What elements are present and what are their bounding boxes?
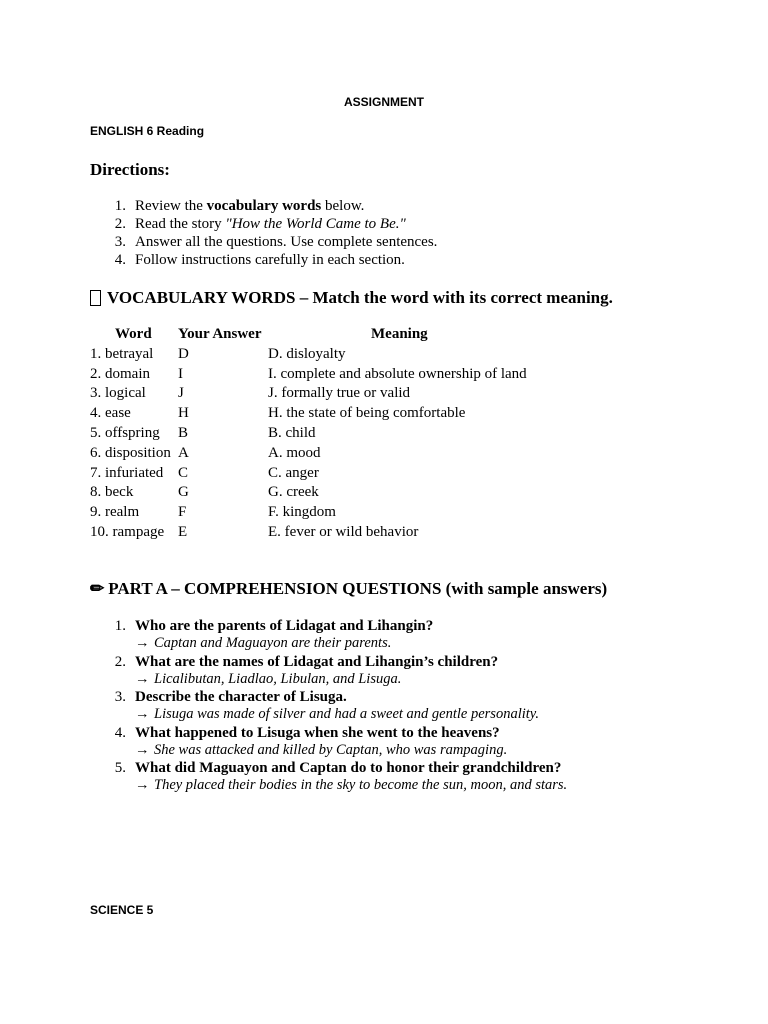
vocabulary-word: 1. betrayal bbox=[90, 345, 154, 362]
direction-number: 2. bbox=[114, 216, 126, 232]
vocabulary-row bbox=[90, 464, 568, 484]
direction-number: 3. bbox=[114, 234, 126, 250]
direction-bold-text: vocabulary words bbox=[206, 198, 322, 214]
vocabulary-answer: F bbox=[178, 504, 187, 521]
direction-item bbox=[90, 233, 437, 251]
vocabulary-answer: D bbox=[178, 345, 189, 362]
vocabulary-word: 8. beck bbox=[90, 484, 134, 501]
vocabulary-answer: G bbox=[178, 484, 189, 501]
question-text: What did Maguayon and Captan do to honor their grandchildren? bbox=[135, 760, 562, 776]
vocabulary-answer: H bbox=[178, 405, 189, 422]
column-header-meaning: Meaning bbox=[371, 326, 428, 342]
question-number: 4. bbox=[114, 724, 126, 741]
sample-answer bbox=[90, 742, 567, 760]
answer-text: They placed their bodies in the sky to become the sun, moon, and stars. bbox=[154, 777, 568, 793]
question-number: 1. bbox=[114, 618, 126, 634]
directions-list bbox=[90, 197, 437, 269]
question-item bbox=[90, 653, 567, 671]
vocabulary-row bbox=[90, 384, 568, 404]
question-item bbox=[90, 759, 567, 777]
vocabulary-answer: I bbox=[178, 365, 183, 382]
question-text: Describe the character of Lisuga. bbox=[135, 689, 347, 705]
answer-text: Lisuga was made of silver and had a sweet and gentle personality. bbox=[154, 706, 540, 722]
question-item bbox=[90, 688, 567, 706]
vocabulary-meaning: D. disloyalty bbox=[268, 345, 346, 362]
vocabulary-answer: C bbox=[178, 464, 189, 481]
question-number: 3. bbox=[114, 689, 126, 705]
arrow-icon: → bbox=[135, 635, 150, 651]
sample-answer bbox=[90, 635, 567, 653]
sample-answer bbox=[90, 777, 567, 795]
vocabulary-word: 3. logical bbox=[90, 385, 146, 402]
vocabulary-word: 6. disposition bbox=[90, 444, 171, 461]
direction-text: Answer all the questions. Use complete sentences. bbox=[135, 234, 438, 250]
arrow-icon: → bbox=[135, 706, 150, 722]
direction-text: Follow instructions carefully in each section. bbox=[135, 252, 405, 268]
question-text: What happened to Lisuga when she went to the heavens? bbox=[135, 724, 500, 741]
sample-answer bbox=[90, 706, 567, 724]
vocabulary-word: 2. domain bbox=[90, 365, 150, 382]
vocabulary-meaning: E. fever or wild behavior bbox=[268, 523, 419, 540]
vocabulary-word: 9. realm bbox=[90, 504, 140, 521]
directions-title: Directions: bbox=[90, 160, 170, 179]
vocabulary-answer: B bbox=[178, 424, 189, 441]
vocabulary-word: 7. infuriated bbox=[90, 464, 164, 481]
vocabulary-word: 10. rampage bbox=[90, 523, 165, 540]
questions-list bbox=[90, 617, 567, 795]
vocabulary-meaning: C. anger bbox=[268, 464, 319, 481]
vocabulary-meaning: H. the state of being comfortable bbox=[268, 405, 466, 422]
direction-text: Review the vocabulary words below. bbox=[135, 198, 365, 214]
arrow-icon: → bbox=[135, 741, 150, 758]
vocabulary-row bbox=[90, 444, 568, 464]
vocabulary-answer: J bbox=[178, 385, 184, 402]
vocabulary-meaning: B. child bbox=[268, 424, 316, 441]
vocabulary-word: 5. offspring bbox=[90, 424, 160, 441]
vocabulary-row bbox=[90, 483, 568, 503]
vocabulary-meaning: I. complete and absolute ownership of land bbox=[268, 365, 527, 382]
pencil-icon: ✏ bbox=[90, 579, 105, 598]
vocabulary-row bbox=[90, 424, 568, 444]
answer-text: Captan and Maguayon are their parents. bbox=[154, 635, 392, 651]
question-text: Who are the parents of Lidagat and Lihangin? bbox=[135, 618, 434, 634]
vocabulary-row bbox=[90, 404, 568, 424]
answer-text: Licalibutan, Liadlao, Libulan, and Lisuga. bbox=[154, 670, 402, 687]
assignment-title: ASSIGNMENT bbox=[343, 95, 424, 109]
vocabulary-meaning: F. kingdom bbox=[268, 504, 336, 521]
vocabulary-header-row bbox=[90, 325, 568, 345]
part-a-heading bbox=[90, 579, 607, 599]
vocabulary-heading-text: VOCABULARY WORDS – Match the word with its correct meaning. bbox=[107, 288, 613, 307]
question-item bbox=[90, 617, 567, 635]
direction-number: 1. bbox=[114, 198, 126, 214]
box-icon bbox=[90, 290, 101, 306]
subject-label: ENGLISH 6 Reading bbox=[90, 124, 205, 138]
vocabulary-meaning: G. creek bbox=[268, 484, 319, 501]
vocabulary-heading bbox=[90, 288, 613, 308]
column-header-answer: Your Answer bbox=[178, 326, 262, 342]
vocabulary-answer: A bbox=[178, 444, 189, 461]
question-item bbox=[90, 724, 567, 742]
direction-item bbox=[90, 215, 437, 233]
next-subject-label: SCIENCE 5 bbox=[90, 903, 154, 917]
direction-item bbox=[90, 197, 437, 215]
vocabulary-table bbox=[90, 325, 568, 543]
vocabulary-row bbox=[90, 345, 568, 365]
arrow-icon: → bbox=[135, 670, 150, 687]
story-title: "How the World Came to Be." bbox=[225, 216, 406, 232]
vocabulary-row bbox=[90, 503, 568, 523]
vocabulary-meaning: J. formally true or valid bbox=[268, 385, 411, 402]
direction-number: 4. bbox=[114, 252, 126, 268]
vocabulary-word: 4. ease bbox=[90, 405, 131, 422]
direction-text: Read the story "How the World Came to Be." bbox=[135, 216, 406, 232]
sample-answer bbox=[90, 671, 567, 689]
arrow-icon: → bbox=[135, 777, 150, 793]
question-text: What are the names of Lidagat and Lihangin’s children? bbox=[135, 653, 499, 670]
vocabulary-row bbox=[90, 365, 568, 385]
vocabulary-meaning: A. mood bbox=[268, 444, 321, 461]
vocabulary-answer: E bbox=[178, 523, 188, 540]
direction-item bbox=[90, 251, 437, 269]
part-a-heading-text: PART A – COMPREHENSION QUESTIONS (with sample answers) bbox=[108, 579, 608, 598]
column-header-word: Word bbox=[115, 326, 152, 342]
question-number: 2. bbox=[114, 653, 126, 670]
answer-text: She was attacked and killed by Captan, who was rampaging. bbox=[154, 741, 508, 758]
question-number: 5. bbox=[114, 760, 126, 776]
vocabulary-row bbox=[90, 523, 568, 543]
